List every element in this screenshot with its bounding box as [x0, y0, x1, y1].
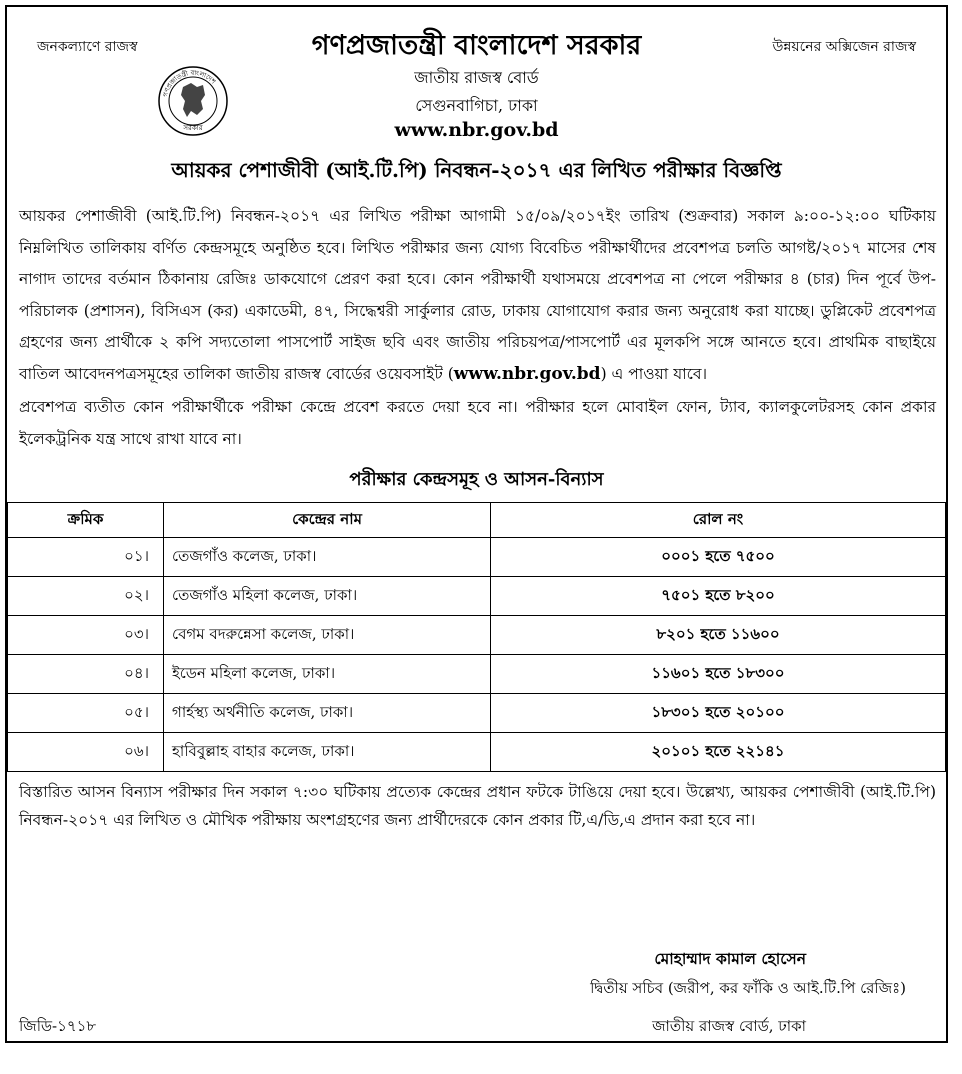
- left-slogan: জনকল্যাণে রাজস্ব: [37, 39, 138, 55]
- notice-body: [7, 201, 946, 455]
- seal-top-text: গণপ্রজাতন্ত্রী বাংলাদেশ: [161, 68, 218, 98]
- paragraph-1-end: ) এ পাওয়া যাবে।: [600, 364, 708, 383]
- organization-name: জাতীয় রাজস্ব বোর্ড: [414, 68, 539, 87]
- signatory-name: মোহাম্মাদ কামাল হোসেন: [654, 949, 806, 968]
- notice-page: [5, 5, 948, 1043]
- table-title: পরীক্ষার কেন্দ্রসমূহ ও আসন-বিন্যাস: [349, 469, 604, 490]
- row-serial: ০১।: [8, 538, 164, 577]
- row-serial: ০২।: [8, 577, 164, 616]
- right-slogan: উন্নয়নের অক্সিজেন রাজস্ব: [772, 39, 916, 55]
- row-serial: ০৪।: [8, 655, 164, 694]
- row-serial: ০৫।: [8, 694, 164, 733]
- row-serial: ০৩।: [8, 616, 164, 655]
- row-roll-range: ১১৬০১ হতে ১৮৩০০: [491, 655, 946, 694]
- header-center-name: কেন্দ্রের নাম: [164, 503, 491, 538]
- table-row: [8, 655, 946, 694]
- header: [7, 7, 946, 150]
- row-center-name: বেগম বদরুন্নেসা কলেজ, ঢাকা।: [164, 616, 491, 655]
- notice-title: আয়কর পেশাজীবী (আই.টি.পি) নিবন্ধন-২০১৭ এর লিখিত পরীক্ষার বিজ্ঞপ্তি: [171, 158, 782, 182]
- seal-bottom-text: সরকার: [183, 124, 203, 132]
- row-roll-range: ০০০১ হতে ৭৫০০: [491, 538, 946, 577]
- row-roll-range: ১৮৩০১ হতে ২০১০০: [491, 694, 946, 733]
- table-row: [8, 694, 946, 733]
- table-header-row: [8, 503, 946, 538]
- table-row: [8, 538, 946, 577]
- table-row: [8, 616, 946, 655]
- header-serial: ক্রমিক: [8, 503, 164, 538]
- paragraph-2: প্রবেশপত্র ব্যতীত কোন পরীক্ষার্থীকে পরীক্ষা কেন্দ্রে প্রবেশ করতে দেয়া হবে না। পরীক্ষার হলে মোবাইল ফোন, ট্যাব, ক্যালকুলেটরসহ কোন প্রকার ইলেকট্রনিক যন্ত্র সাথে রাখা যাবে না।: [19, 398, 936, 448]
- row-center-name: তেজগাঁও কলেজ, ঢাকা।: [164, 538, 491, 577]
- row-center-name: তেজগাঁও মহিলা কলেজ, ঢাকা।: [164, 577, 491, 616]
- inline-website: www.nbr.gov.bd: [453, 363, 601, 384]
- exam-centers-table: [7, 502, 946, 772]
- paragraph-1-text: আয়কর পেশাজীবী (আই.টি.পি) নিবন্ধন-২০১৭ এর লিখিত পরীক্ষা আগামী ১৫/০৯/২০১৭ইং তারিখ (শুক্রবার) সকাল ৯:০০-১২:০০ ঘটিকায় নিম্নলিখিত তালিকায় বর্ণিত কেন্দ্রসমূহে অনুষ্ঠিত হবে। লিখিত পরীক্ষার জন্য যোগ্য বিবেচিত পরীক্ষার্থীদের প্রবেশপত্র চলতি আগষ্ট/২০১৭ মাসের শেষ নাগাদ তাদের বর্তমান ঠিকানায় রেজিঃ ডাকযোগে প্রেরণ করা হবে। কোন পরীক্ষার্থী যথাসময়ে প্রবেশপত্র না পেলে পরীক্ষার ৪ (চার) দিন পূর্বে উপ-পরিচালক (প্রশাসন), বিসিএস (কর) একাডেমী, ৪৭, সিদ্ধেশ্বরী সার্কুলার রোড, ঢাকায় যোগাযোগ করার জন্য অনুরোধ করা যাচ্ছে। ডুপ্লিকেট প্রবেশপত্র গ্রহণের জন্য প্রার্থীকে ২ কপি সদ্যতোলা পাসপোর্ট সাইজ ছবি এবং জাতীয় পরিচয়পত্র/পাসপোর্ট এর মূলকপি সঙ্গে আনতে হবে। প্রাথমিক বাছাইয়ে বাতিল আবেদনপত্রসমূহের তালিকা জাতীয় রাজস্ব বোর্ডের ওয়েবসাইট (: [19, 207, 936, 383]
- row-center-name: গার্হস্থ্য অর্থনীতি কলেজ, ঢাকা।: [164, 694, 491, 733]
- gd-number: জিডি-১৭১৮: [19, 1017, 97, 1035]
- organization-address: সেগুনবাগিচা, ঢাকা: [415, 96, 538, 115]
- paragraph-1: [19, 201, 936, 390]
- row-center-name: হাবিবুল্লাহ বাহার কলেজ, ঢাকা।: [164, 733, 491, 772]
- row-roll-range: ৮২০১ হতে ১১৬০০: [491, 616, 946, 655]
- row-roll-range: ৭৫০১ হতে ৮২০০: [491, 577, 946, 616]
- signatory-office: জাতীয় রাজস্ব বোর্ড, ঢাকা: [652, 1017, 806, 1035]
- row-center-name: ইডেন মহিলা কলেজ, ঢাকা।: [164, 655, 491, 694]
- header-roll: রোল নং: [491, 503, 946, 538]
- table-row: [8, 733, 946, 772]
- footer-note: বিস্তারিত আসন বিন্যাস পরীক্ষার দিন সকাল ৭:৩০ ঘটিকায় প্রত্যেক কেন্দ্রের প্রধান ফটকে টাঙিয়ে দেয়া হবে। উল্লেখ্য, আয়কর পেশাজীবী (আই.টি.পি) নিবন্ধন-২০১৭ এর লিখিত ও মৌখিক পরীক্ষায় অংশগ্রহণের জন্য প্রার্থীদেরকে কোন প্রকার টি,এ/ডি,এ প্রদান করা হবে না।: [19, 783, 936, 829]
- row-roll-range: ২০১০১ হতে ২২১৪১: [491, 733, 946, 772]
- website: www.nbr.gov.bd: [394, 119, 559, 141]
- table-row: [8, 577, 946, 616]
- row-serial: ০৬।: [8, 733, 164, 772]
- signatory-designation: দ্বিতীয় সচিব (জরীপ, কর ফাঁকি ও আই.টি.পি রেজিঃ): [590, 979, 906, 997]
- government-title: গণপ্রজাতন্ত্রী বাংলাদেশ সরকার: [311, 30, 642, 61]
